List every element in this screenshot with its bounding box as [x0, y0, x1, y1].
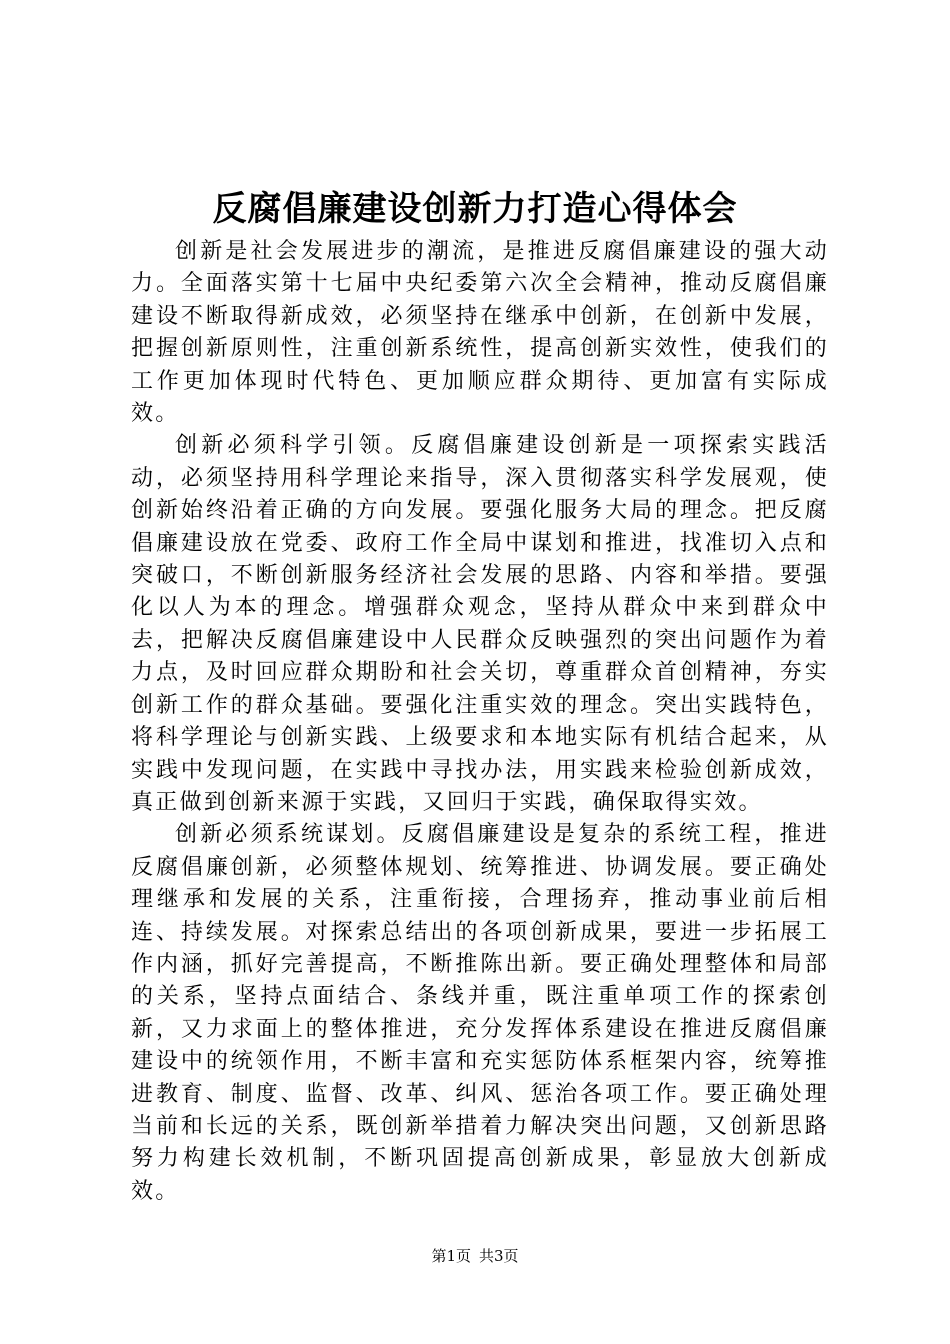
- document-body: [131, 236, 829, 1208]
- paragraph-3: 创新必须系统谋划。反腐倡廉建设是复杂的系统工程，推进反腐倡廉创新，必须整体规划、统筹推进、协调发展。要正确处理继承和发展的关系，注重衔接，合理扬弃，推动事业前后相连、持续发展。对探索总结出的各项创新成果，要进一步拓展工作内涵，抓好完善提高，不断推陈出新。要正确处理整体和局部的关系，坚持点面结合、条线并重，既注重单项工作的探索创新，又力求面上的整体推进，充分发挥体系建设在推进反腐倡廉建设中的统领作用，不断丰富和充实惩防体系框架内容，统筹推进教育、制度、监督、改革、纠风、惩治各项工作。要正确处理当前和长远的关系，既创新举措着力解决突出问题，又创新思路努力构建长效机制，不断巩固提高创新成果，彰显放大创新成效。: [131, 822, 829, 1204]
- page-number-total: 共3页: [479, 1247, 519, 1265]
- page-number-current: 第1页: [431, 1247, 471, 1265]
- paragraph-1: 创新是社会发展进步的潮流，是推进反腐倡廉建设的强大动力。全面落实第十七届中央纪委第六次全会精神，推动反腐倡廉建设不断取得新成效，必须坚持在继承中创新，在创新中发展，把握创新原则性，注重创新系统性，提高创新实效性，使我们的工作更加体现时代特色、更加顺应群众期待、更加富有实际成效。: [131, 239, 829, 427]
- paragraph-2: 创新必须科学引领。反腐倡廉建设创新是一项探索实践活动，必须坚持用科学理论来指导，深入贯彻落实科学发展观，使创新始终沿着正确的方向发展。要强化服务大局的理念。把反腐倡廉建设放在党委、政府工作全局中谋划和推进，找准切入点和突破口，不断创新服务经济社会发展的思路、内容和举措。要强化以人为本的理念。增强群众观念，坚持从群众中来到群众中去，把解决反腐倡廉建设中人民群众反映强烈的突出问题作为着力点，及时回应群众期盼和社会关切，尊重群众首创精神，夯实创新工作的群众基础。要强化注重实效的理念。突出实践特色，将科学理论与创新实践、上级要求和本地实际有机结合起来，从实践中发现问题，在实践中寻找办法，用实践来检验创新成效，真正做到创新来源于实践，又回归于实践，确保取得实效。: [131, 433, 829, 815]
- page-title: 反腐倡廉建设创新力打造心得体会: [212, 189, 738, 229]
- page-footer: [0, 1246, 950, 1266]
